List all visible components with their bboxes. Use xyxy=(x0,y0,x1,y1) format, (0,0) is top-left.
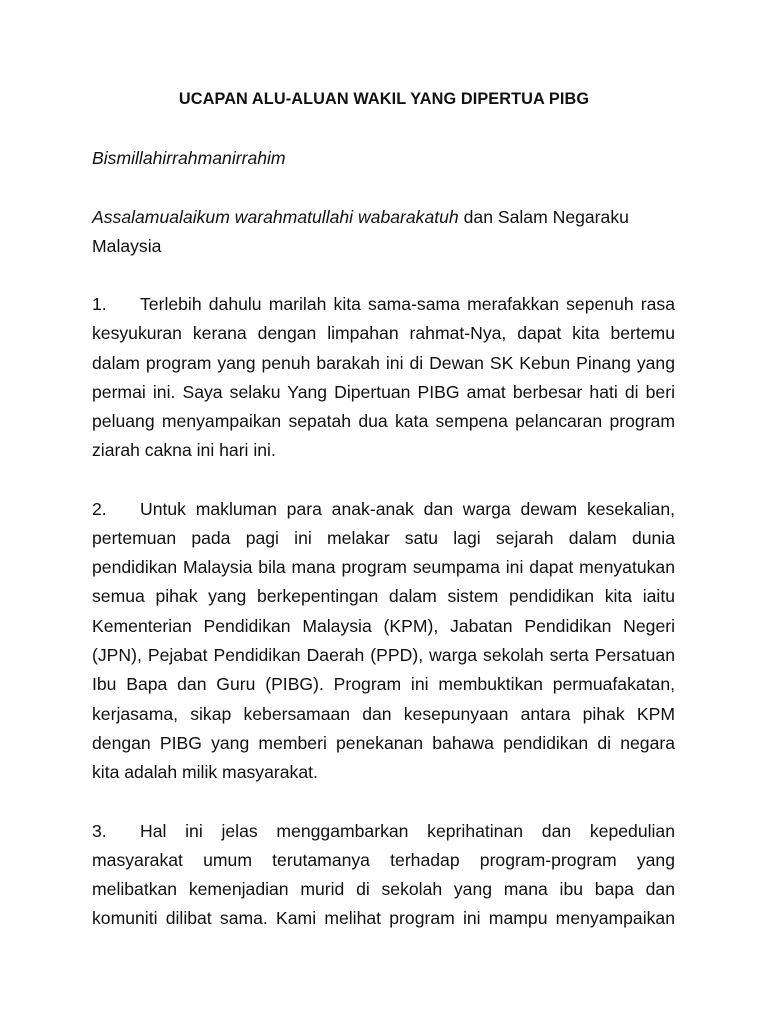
paragraph-3-line-3: melibatkan kemenjadian murid di sekolah yang mana ibu bapa dan xyxy=(92,879,675,899)
paragraph-2-line-6: (JPN), Pejabat Pendidikan Daerah (PPD), warga sekolah serta Persatuan xyxy=(92,645,675,665)
document-title: UCAPAN ALU-ALUAN WAKIL YANG DIPERTUA PIBG xyxy=(178,90,590,108)
paragraph-2-line-7: Ibu Bapa dan Guru (PIBG). Program ini membuktikan permuafakatan, xyxy=(92,674,675,694)
paragraph-2-line-10: kita adalah milik masyarakat. xyxy=(92,762,318,782)
paragraph-2-line-8: kerjasama, sikap kebersamaan dan kesepunyaan antara pihak KPM xyxy=(92,704,675,724)
paragraph-3-line-4: komuniti dilibat sama. Kami melihat program ini mampu menyampaikan xyxy=(92,908,675,928)
paragraph-2-line-4: semua pihak yang berkepentingan dalam sistem pendidikan kita iaitu xyxy=(92,586,675,606)
greeting-line-2: Malaysia xyxy=(92,236,162,256)
paragraph-2-line-3: pendidikan Malaysia bila mana program seumpama ini dapat menyatukan xyxy=(92,557,675,577)
paragraph-2-line-5: Kementerian Pendidikan Malaysia (KPM), Jabatan Pendidikan Negeri xyxy=(92,616,675,636)
paragraph-1-number: 1. xyxy=(92,294,107,314)
paragraph-1-line-2: kesyukuran kerana dengan limpahan rahmat-Nya, dapat kita bertemu xyxy=(92,323,675,343)
paragraph-3-line-1-text: Hal ini jelas menggambarkan keprihatinan dan kepedulian xyxy=(140,821,675,841)
paragraph-2-line-1-text: Untuk makluman para anak-anak dan warga dewam kesekalian, xyxy=(140,499,675,519)
paragraph-2-line-9: dengan PIBG yang memberi penekanan bahawa pendidikan di negara xyxy=(92,733,675,753)
paragraph-2-line-2: pertemuan pada pagi ini melakar satu lagi sejarah dalam dunia xyxy=(92,528,675,548)
paragraph-3-line-2: masyarakat umum terutamanya terhadap program-program yang xyxy=(92,850,675,870)
basmalah: Bismillahirrahmanirrahim xyxy=(92,148,286,168)
paragraph-1-line-5: peluang menyampaikan sepatah dua kata sempena pelancaran program xyxy=(92,411,675,431)
paragraph-1-line-4: permai ini. Saya selaku Yang Dipertuan PIBG amat berbesar hati di beri xyxy=(92,382,675,402)
paragraph-1-line-1 xyxy=(92,292,675,316)
paragraph-3-line-1 xyxy=(92,819,675,843)
paragraph-3-number: 3. xyxy=(92,821,107,841)
paragraph-1-line-6: ziarah cakna ini hari ini. xyxy=(92,440,276,460)
greeting-rest: dan Salam Negaraku xyxy=(458,207,629,227)
greeting-italic: Assalamualaikum warahmatullahi wabarakatuh xyxy=(92,207,459,227)
greeting-line-1 xyxy=(92,205,675,229)
paragraph-2-number: 2. xyxy=(92,499,107,519)
paragraph-1-line-1-text: Terlebih dahulu marilah kita sama-sama merafakkan sepenuh rasa xyxy=(140,294,675,314)
paragraph-1-line-3: dalam program yang penuh barakah ini di Dewan SK Kebun Pinang yang xyxy=(92,353,675,373)
paragraph-2-line-1 xyxy=(92,497,675,521)
